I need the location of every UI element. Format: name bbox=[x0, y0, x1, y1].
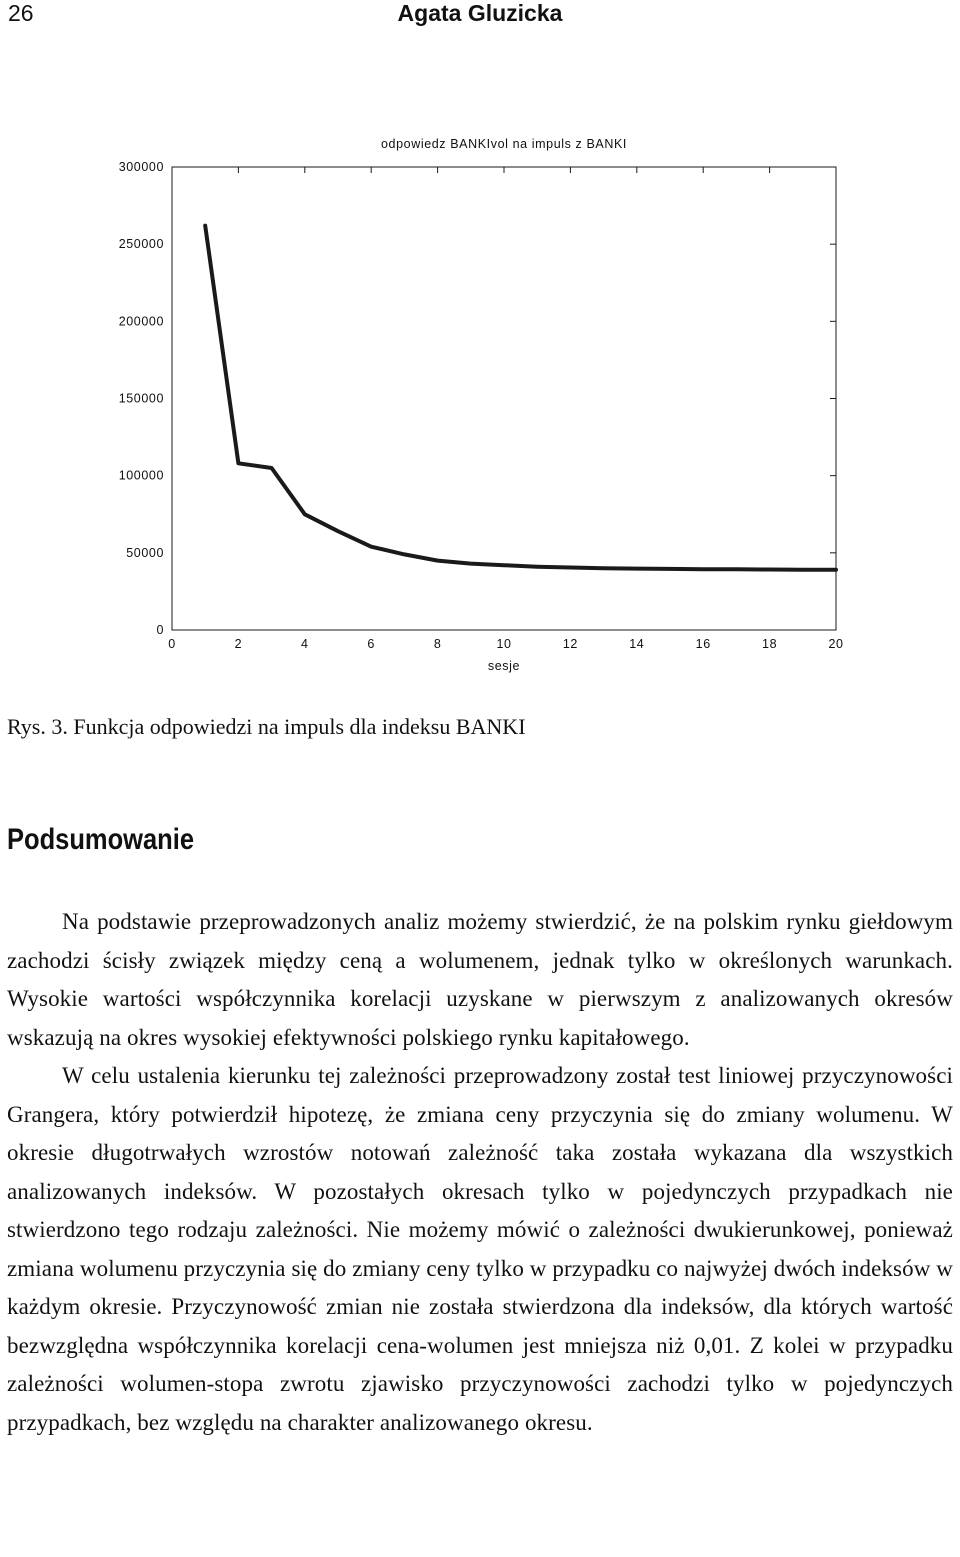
y-tick-label: 200000 bbox=[118, 314, 164, 329]
chart-title: odpowiedz BANKIvol na impuls z BANKI bbox=[380, 137, 628, 151]
section-body bbox=[7, 903, 953, 1442]
y-tick-label: 50000 bbox=[126, 545, 164, 560]
y-tick-label: 300000 bbox=[118, 160, 164, 174]
x-tick-label: 0 bbox=[168, 637, 176, 651]
page-header bbox=[0, 0, 960, 40]
x-tick-label: 18 bbox=[762, 637, 778, 651]
x-tick-label: 2 bbox=[234, 637, 243, 651]
plot-frame bbox=[172, 167, 836, 630]
x-axis-ticks bbox=[168, 167, 843, 651]
x-tick-label: 10 bbox=[496, 637, 512, 651]
page-number: 26 bbox=[8, 0, 34, 26]
x-tick-label: 4 bbox=[301, 637, 309, 651]
x-tick-label: 6 bbox=[367, 637, 375, 651]
x-axis-label: sesje bbox=[487, 659, 521, 673]
y-tick-label: 250000 bbox=[118, 237, 164, 252]
x-tick-label: 20 bbox=[828, 637, 844, 651]
x-tick-label: 16 bbox=[695, 637, 711, 651]
paragraph-1: Na podstawie przeprowadzonych analiz możemy stwierdzić, że na polskim rynku giełdowym zachodzi ścisły związek między ceną a wolumenem, jednak tylko w określonych warunkach. Wysokie wartości współczynnika korelacji uzyskane w pierwszym z analizowanych okresów wskazują na okres wysokiej efektywności polskiego rynku kapitałowego. bbox=[7, 909, 953, 1050]
x-tick-label: 8 bbox=[433, 637, 442, 651]
paragraph-2: W celu ustalenia kierunku tej zależności przeprowadzony został test liniowej przyczynowości Grangera, który potwierdził hipotezę, że zmiana ceny przyczynia się do zmiany wolumenu. W okresie długotrwałych wzrostów notowań zależność taka została wykazana dla wszystkich analizowanych indeksów. W pozostałych okresach tylko w pojedynczych przypadkach nie stwierdzono tego rodzaju zależności. Nie możemy mówić o zależności dwukierunkowej, ponieważ zmiana wolumenu przyczynia się do zmiany ceny tylko w przypadku co najwyżej dwóch indeksów w każdym okresie. Przyczynowość zmian nie została stwierdzona dla indeksów, dla których wartość bezwzględna współczynnika korelacji cena-wolumen jest mniejsza niż 0,01. Z kolei w przypadku zależności wolumen-stopa zwrotu zjawisko przyczynowości zachodzi tylko w pojedynczych przypadkach, bez względu na charakter analizowanego okresu. bbox=[7, 1063, 953, 1435]
y-tick-label: 100000 bbox=[118, 468, 164, 483]
y-tick-label: 150000 bbox=[118, 391, 164, 406]
series-line-response bbox=[205, 226, 836, 570]
x-tick-label: 14 bbox=[629, 637, 645, 651]
figure-caption: Rys. 3. Funkcja odpowiedzi na impuls dla indeksu BANKI bbox=[7, 714, 526, 739]
impulse-response-chart bbox=[0, 120, 960, 690]
section-heading: Podsumowanie bbox=[7, 823, 195, 856]
x-tick-label: 12 bbox=[562, 637, 578, 651]
running-head-author: Agata Gluzicka bbox=[397, 0, 563, 26]
y-tick-label: 0 bbox=[156, 623, 164, 637]
